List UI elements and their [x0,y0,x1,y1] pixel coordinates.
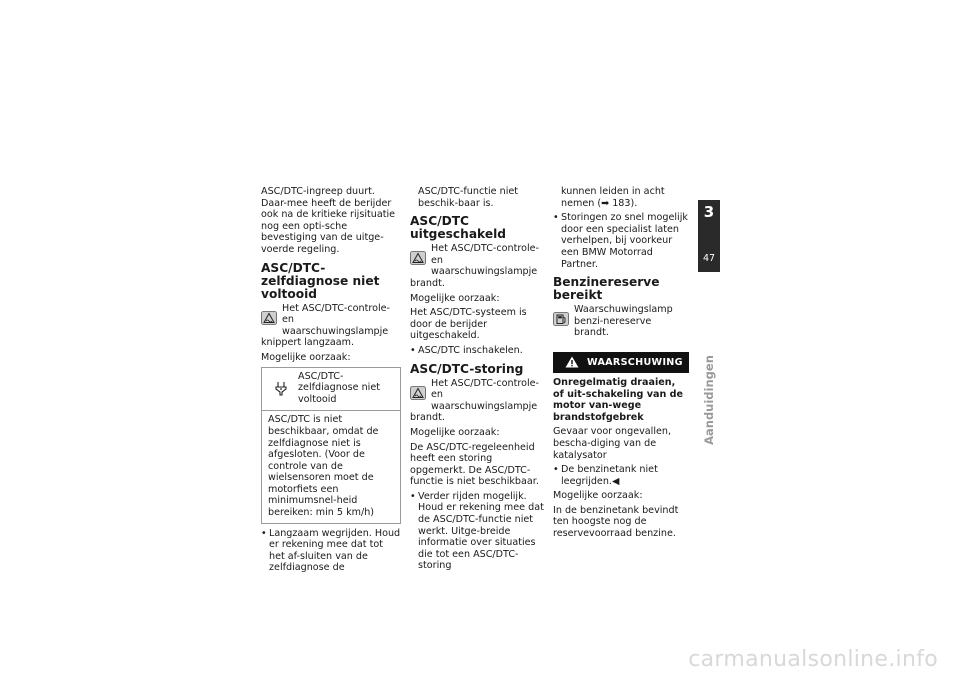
section-title: Aanduidingen [702,355,716,445]
list-item: • Storingen zo snel mogelijk door een specialist laten verhelpen, bij voorkeur een BMW Motorrad Partner. [553,212,689,270]
cause-text: In de benzinetank bevindt ten hoogste nog de reservevoorraad benzine. [553,504,679,540]
fuel-lamp-text: Waarschuwingslamp benzi-nereserve brandt. [574,304,673,339]
cause-label: Mogelijke oorzaak: [553,490,643,502]
warning-title: Onregelmatig draaien, of uit-schakeling van de motor van-wege brandstofgebrek [553,376,684,423]
lamp-text-2: brandt. [410,277,445,289]
diagnosis-box-header [262,368,400,412]
asc-dtc-warning-icon [410,251,426,265]
lamp-description-fault [410,378,544,424]
cause-text: De ASC/DTC-regeleenheid heeft een storing opgemerkt. De ASC/DTC-functie is niet beschikbaar. [410,441,539,488]
column-1 [261,186,401,577]
column-2 [410,186,544,575]
fuel-lamp-description [553,304,689,339]
warning-banner [553,352,689,373]
heading-asc-dtc-fault: ASC/DTC-storing [410,361,524,376]
diagnosis-box [261,367,401,524]
warning-triangle-icon [565,356,579,368]
asc-dtc-warning-icon [261,311,277,325]
lamp-description [261,303,401,349]
column-3 [553,186,689,543]
warning-label: WAARSCHUWING [587,356,683,368]
list-item: • Verder rijden mogelijk. Houd er rekening mee dat de ASC/DTC-functie niet werkt. Uitge-breide informatie over situaties die tot een ASC/DTC-storing [410,491,544,572]
self-diagnosis-icon [272,380,290,396]
intro-paragraph: ASC/DTC-ingreep duurt. Daar-mee heeft de berijder ook na de kritieke rijsituatie nog een opti-sche bevestiging van de uitge-voerde regeling. [261,186,396,255]
chapter-tab [698,200,720,272]
heading-self-diagnosis: ASC/DTC-zelfdiagnose niet voltooid [261,260,380,301]
lamp-text-1: Het ASC/DTC-controle-en waarschuwingslampje [431,377,539,412]
side-section-label [698,355,720,445]
cause-text: Het ASC/DTC-systeem is door de berijder uitgeschakeld. [410,307,527,342]
warning-text: Gevaar voor ongevallen, bescha-diging van de katalysator [553,426,672,461]
list-item: • Langzaam wegrijden. Houd er rekening mee dat tot het af-sluiten van de zelfdiagnose de [261,528,401,574]
cause-label: Mogelijke oorzaak: [410,292,500,304]
heading-fuel-reserve: Benzinereserve bereikt [553,275,660,303]
lamp-description-off [410,243,544,289]
diagnosis-box-title: ASC/DTC-zelfdiagnose niet voltooid [298,370,381,405]
diagnosis-box-body: ASC/DTC is niet beschikbaar, omdat de zelfdiagnose niet is afgesloten. (Voor de controle van de wielsensoren moet de motorfiets een minimumsnel-heid bereiken: min 5 km/h) [268,414,379,519]
list-item: • ASC/DTC inschakelen. [410,345,544,357]
heading-asc-dtc-off: ASC/DTC uitgeschakeld [410,214,506,242]
fuel-reserve-icon [553,312,569,326]
cause-label: Mogelijke oorzaak: [410,426,500,438]
lamp-text-2: knippert langzaam. [261,337,355,349]
asc-dtc-warning-icon [410,386,426,400]
continuation-text: kunnen leiden in acht nemen (➡ 183). [561,186,665,209]
lamp-text-1: Het ASC/DTC-controle-en waarschuwingslampje [282,302,390,337]
cause-label: Mogelijke oorzaak: [261,351,351,363]
lamp-text-1: Het ASC/DTC-controle-en waarschuwingslampje [431,243,539,278]
watermark: carmanualsonline.info [688,647,938,672]
lamp-text-2: brandt. [410,412,445,424]
chapter-number: 3 [703,203,715,221]
continuation-text: ASC/DTC-functie niet beschik-baar is. [418,186,519,209]
page-number: 47 [702,253,716,264]
list-item: • De benzinetank niet leegrijden.◀ [553,464,689,487]
